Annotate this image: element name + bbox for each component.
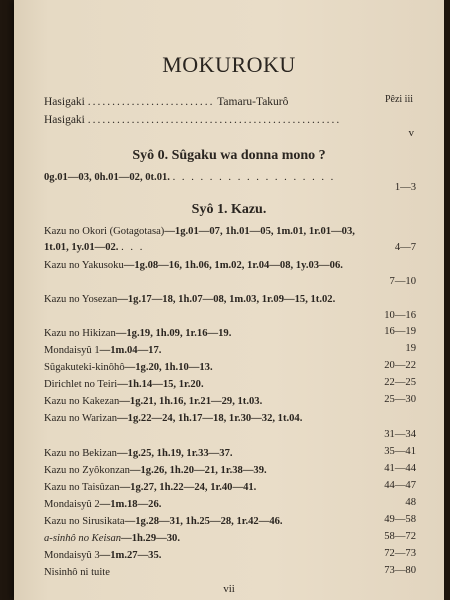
section-heading-0: Syô 0. Sûgaku wa donna mono ? <box>132 148 326 163</box>
book-page <box>14 0 444 600</box>
entry-title: Kazu no Okori (Gotagotasa) <box>44 226 165 237</box>
entry-title: Sûgakuteki-kinôhô <box>44 362 125 373</box>
front-dots: .................................................... <box>87 114 342 126</box>
toc-entry <box>44 292 374 308</box>
entry-refs: —1g.17—18, 1h.07—08, 1m.03, 1r.09—15, 1t.02. <box>117 294 336 305</box>
toc-entry <box>44 170 374 186</box>
toc-entry <box>44 394 374 410</box>
toc-entry <box>44 258 374 274</box>
section-heading-1: Syô 1. Kazu. <box>191 202 267 217</box>
entry-refs: —1h.14—15, 1r.20. <box>117 379 204 390</box>
toc-entry <box>44 446 374 462</box>
toc-entry <box>44 548 374 564</box>
entry-title: Dirichlet no Teiri <box>44 379 118 390</box>
front-page-1: Pêzi iii <box>384 94 414 105</box>
page-title: MOKUROKU <box>162 52 296 77</box>
entry-refs: 0g.01—03, 0h.01—02, 0t.01. <box>44 172 170 183</box>
entry-pages: 31—34 <box>384 429 416 440</box>
entry-pages: 16—19 <box>384 326 416 337</box>
entry-refs: —1g.20, 1h.10—13. <box>124 362 213 373</box>
entry-title: Nisinhô ni tuite <box>44 567 110 578</box>
entry-pages: 7—10 <box>389 276 416 287</box>
entry-pages: 35—41 <box>384 446 416 457</box>
entry-title: Kazu no Hikizan <box>44 328 116 339</box>
front-label: Hasigaki <box>44 114 85 126</box>
entry-title: Kazu no Taisûzan <box>44 482 120 493</box>
toc-entry <box>44 514 374 530</box>
front-page-2: v <box>408 127 414 139</box>
front-author: Tamaru-Takurô <box>217 96 289 108</box>
toc-entry <box>44 565 374 581</box>
page-folio: vii <box>223 583 235 595</box>
entry-dots: . . . . . . . . . . . . . . . . . . <box>172 172 336 183</box>
entry-refs: —1g.22—24, 1h.17—18, 1r.30—32, 1t.04. <box>117 413 303 424</box>
entry-pages: 44—47 <box>384 480 416 491</box>
toc-entry <box>44 360 374 376</box>
toc-entry <box>44 480 374 496</box>
entry-refs: —1h.29—30. <box>121 533 180 544</box>
toc-entry <box>44 411 374 427</box>
entry-pages: 19 <box>405 343 416 354</box>
entry-pages: 20—22 <box>384 360 416 371</box>
front-dots: .......................... <box>87 96 215 108</box>
entry-pages: 58—72 <box>384 531 416 542</box>
entry-title: Kazu no Yakusoku <box>44 260 124 271</box>
entry-title: Mondaisyû 3 <box>44 550 100 561</box>
entry-pages: 49—58 <box>384 514 416 525</box>
entry-title: Kazu no Bekizan <box>44 448 117 459</box>
front-line-2 <box>44 113 426 127</box>
entry-pages: 10—16 <box>384 310 416 321</box>
entry-title: Mondaisyû 2 <box>44 499 100 510</box>
entry-pages: 1—3 <box>394 182 416 193</box>
entry-refs: —1g.26, 1h.20—21, 1r.38—39. <box>129 465 267 476</box>
front-line-1 <box>44 95 426 109</box>
entry-title: Mondaisyû 1 <box>44 345 100 356</box>
entry-refs: —1g.27, 1h.22—24, 1r.40—41. <box>119 482 257 493</box>
entry-refs: —1m.04—17. <box>99 345 162 356</box>
entry-pages: 41—44 <box>384 463 416 474</box>
entry-dots: . . . <box>121 241 145 253</box>
entry-title: Kazu no Kakezan <box>44 396 120 407</box>
entry-title: Kazu no Zyôkonzan <box>44 465 130 476</box>
entry-title: a-sinhô no Keisan <box>44 533 122 544</box>
toc-entry <box>44 224 374 255</box>
entry-refs: —1g.25, 1h.19, 1r.33—37. <box>116 448 233 459</box>
entry-pages: 73—80 <box>384 565 416 576</box>
entry-pages: 22—25 <box>384 377 416 388</box>
toc-entry <box>44 343 374 359</box>
entry-refs: —1g.08—16, 1h.06, 1m.02, 1r.04—08, 1y.03—06. <box>123 260 343 271</box>
entry-refs: —1m.27—35. <box>99 550 162 561</box>
front-label: Hasigaki <box>44 96 85 108</box>
entry-refs: —1g.21, 1h.16, 1r.21—29, 1t.03. <box>119 396 263 407</box>
entry-title: Kazu no Yosezan <box>44 294 118 305</box>
toc-entry <box>44 497 374 513</box>
entry-pages: 72—73 <box>384 548 416 559</box>
toc-entry <box>44 531 374 547</box>
entry-pages: 48 <box>405 497 416 508</box>
entry-refs: —1g.28—31, 1h.25—28, 1r.42—46. <box>124 516 283 527</box>
entry-pages: 25—30 <box>384 394 416 405</box>
toc-entry <box>44 463 374 479</box>
toc-entry <box>44 377 374 393</box>
entry-title: Kazu no Sirusikata <box>44 516 125 527</box>
entry-refs: —1m.18—26. <box>99 499 162 510</box>
entry-pages: 4—7 <box>394 242 416 253</box>
entry-title: Kazu no Warizan <box>44 413 118 424</box>
entry-refs: —1g.19, 1h.09, 1r.16—19. <box>115 328 232 339</box>
toc-entry <box>44 326 374 342</box>
entry-refs: —1g.01—07, 1h.01—05, 1m.01, 1r.01—03, 1t.01, 1y.01—02. <box>44 226 355 253</box>
